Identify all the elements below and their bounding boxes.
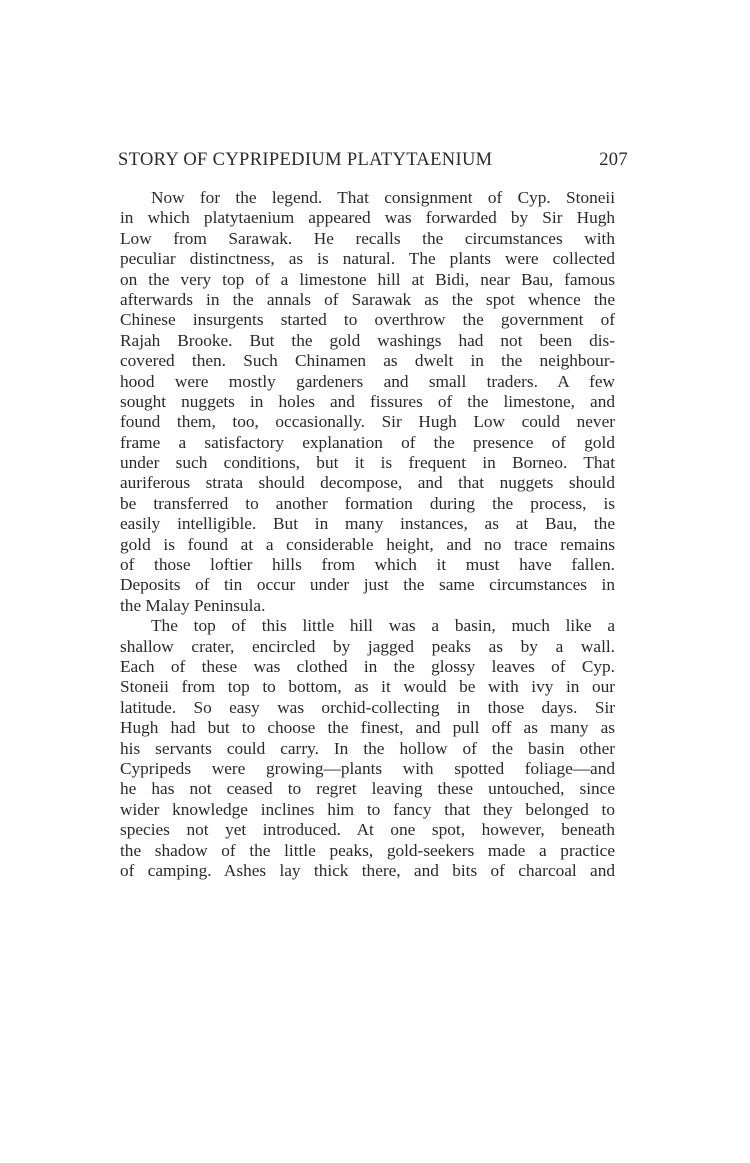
text-line: frame a satisfactory explanation of the presence of gold: [120, 432, 615, 452]
paragraph: [120, 616, 615, 881]
text-line: his servants could carry. In the hollow of the basin other: [120, 738, 615, 758]
text-line: peculiar distinctness, as is natural. The plants were collected: [120, 249, 615, 269]
text-line: Low from Sarawak. He recalls the circumstances with: [120, 228, 615, 248]
text-line: the shadow of the little peaks, gold-seekers made a practice: [120, 840, 615, 860]
running-head-title: STORY OF CYPRIPEDIUM PLATYTAENIUM: [118, 150, 493, 170]
running-head: [118, 150, 628, 171]
text-line: Hugh had but to choose the finest, and pull off as many as: [120, 718, 615, 738]
text-line: the Malay Peninsula.: [120, 595, 266, 615]
text-line: wider knowledge inclines him to fancy that they belonged to: [120, 799, 615, 819]
text-line: on the very top of a limestone hill at Bidi, near Bau, famous: [120, 269, 615, 289]
text-line: hood were mostly gardeners and small traders. A few: [120, 371, 615, 391]
page-number: 207: [599, 150, 628, 170]
text-line: found them, too, occasionally. Sir Hugh Low could never: [120, 412, 615, 432]
text-line: gold is found at a considerable height, and no trace remains: [120, 534, 615, 554]
body-text: [120, 188, 615, 881]
text-line: Stoneii from top to bottom, as it would be with ivy in our: [120, 677, 615, 697]
text-line: Rajah Brooke. But the gold washings had not been dis-: [120, 330, 615, 350]
text-line: be transferred to another formation during the process, is: [120, 493, 615, 513]
text-line: under such conditions, but it is frequent in Borneo. That: [120, 453, 615, 473]
text-line: species not yet introduced. At one spot, however, beneath: [120, 820, 615, 840]
text-line: of camping. Ashes lay thick there, and bits of charcoal and: [120, 860, 615, 880]
text-line: The top of this little hill was a basin, much like a: [151, 616, 615, 636]
text-line: auriferous strata should decompose, and that nuggets should: [120, 473, 615, 493]
text-line: easily intelligible. But in many instances, as at Bau, the: [120, 514, 615, 534]
text-line: Chinese insurgents started to overthrow the government of: [120, 310, 615, 330]
text-line: in which platytaenium appeared was forwarded by Sir Hugh: [120, 208, 615, 228]
text-line: of those loftier hills from which it must have fallen.: [120, 555, 615, 575]
text-line: shallow crater, encircled by jagged peaks as by a wall.: [120, 636, 615, 656]
text-line: latitude. So easy was orchid-collecting in those days. Sir: [120, 697, 615, 717]
text-line: covered then. Such Chinamen as dwelt in the neighbour-: [120, 351, 615, 371]
paragraph: [120, 188, 615, 616]
text-line: Deposits of tin occur under just the same circumstances in: [120, 575, 615, 595]
text-line: Cypripeds were growing—plants with spotted foliage—and: [120, 758, 615, 778]
text-line: he has not ceased to regret leaving these untouched, since: [120, 779, 615, 799]
text-line: sought nuggets in holes and fissures of the limestone, and: [120, 391, 615, 411]
text-line: Each of these was clothed in the glossy leaves of Cyp.: [120, 656, 615, 676]
text-line: Now for the legend. That consignment of Cyp. Stoneii: [151, 188, 615, 207]
text-line: afterwards in the annals of Sarawak as the spot whence the: [120, 289, 615, 309]
